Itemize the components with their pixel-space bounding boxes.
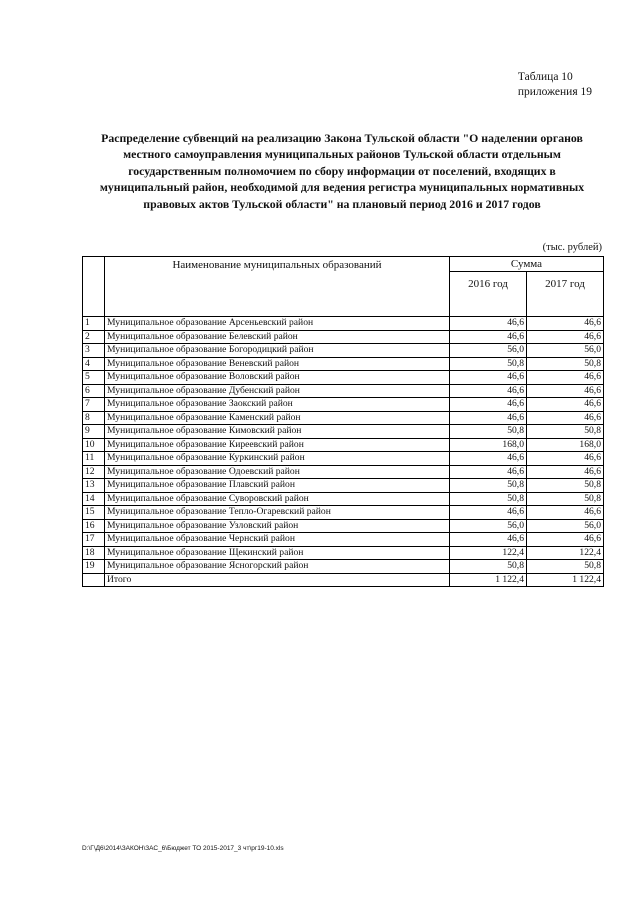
row-number: 15 [83,506,105,520]
table-row [83,411,604,425]
table-row [83,546,604,560]
row-value-2017: 46,6 [527,465,604,479]
row-value-2016: 46,6 [450,411,527,425]
row-name: Муниципальное образование Чернский район [105,533,450,547]
header-name: Наименование муниципальных образований [105,257,450,317]
row-value-2017: 46,6 [527,533,604,547]
row-value-2016: 56,0 [450,344,527,358]
units-label: (тыс. рублей) [542,242,602,253]
total-row [83,573,604,587]
row-number: 7 [83,398,105,412]
row-value-2016: 46,6 [450,533,527,547]
table-row [83,398,604,412]
table-row [83,533,604,547]
table-row [83,438,604,452]
row-value-2016: 46,6 [450,506,527,520]
table-row [83,344,604,358]
total-value-2016: 1 122,4 [450,573,527,587]
table-row [83,425,604,439]
row-number: 18 [83,546,105,560]
row-value-2016: 50,8 [450,357,527,371]
row-number: 8 [83,411,105,425]
table-reference [518,70,592,100]
row-name: Муниципальное образование Киреевский район [105,438,450,452]
total-label: Итого [105,573,450,587]
row-name: Муниципальное образование Ясногорский район [105,560,450,574]
row-value-2017: 50,8 [527,560,604,574]
header-sum: Сумма [450,257,604,272]
row-value-2017: 46,6 [527,384,604,398]
row-name: Муниципальное образование Каменский район [105,411,450,425]
row-value-2016: 50,8 [450,492,527,506]
row-number: 14 [83,492,105,506]
row-value-2017: 46,6 [527,330,604,344]
table-row [83,330,604,344]
row-number: 12 [83,465,105,479]
row-value-2017: 50,8 [527,479,604,493]
row-value-2016: 50,8 [450,560,527,574]
row-name: Муниципальное образование Тепло-Огаревский район [105,506,450,520]
file-path-footer: D:\Г\Д6\2014\ЗАКОН\ЗАС_6\Бюджет ТО 2015-2017_3 чт\рг19-10.xls [82,845,284,852]
row-number: 5 [83,371,105,385]
row-value-2017: 122,4 [527,546,604,560]
row-number: 4 [83,357,105,371]
header-number-cell [83,257,105,317]
row-name: Муниципальное образование Щекинский район [105,546,450,560]
row-number: 9 [83,425,105,439]
row-number: 6 [83,384,105,398]
row-value-2017: 46,6 [527,411,604,425]
row-name: Муниципальное образование Богородицкий район [105,344,450,358]
row-value-2017: 50,8 [527,357,604,371]
table-row [83,479,604,493]
row-value-2016: 56,0 [450,519,527,533]
table-row [83,384,604,398]
row-value-2016: 46,6 [450,452,527,466]
total-number [83,573,105,587]
table-row [83,560,604,574]
header-2016: 2016 год [450,272,527,317]
row-value-2016: 50,8 [450,479,527,493]
row-value-2017: 168,0 [527,438,604,452]
row-number: 3 [83,344,105,358]
row-value-2017: 46,6 [527,371,604,385]
row-value-2016: 46,6 [450,398,527,412]
row-name: Муниципальное образование Узловский район [105,519,450,533]
table-row [83,506,604,520]
row-value-2017: 46,6 [527,317,604,331]
row-number: 11 [83,452,105,466]
header-row-1 [83,257,604,272]
table-row [83,371,604,385]
row-value-2017: 46,6 [527,398,604,412]
row-name: Муниципальное образование Арсеньевский район [105,317,450,331]
table-row [83,452,604,466]
row-number: 19 [83,560,105,574]
table-body [83,317,604,587]
row-value-2016: 122,4 [450,546,527,560]
row-number: 10 [83,438,105,452]
reference-line-1: Таблица 10 [517,71,573,83]
row-value-2016: 46,6 [450,371,527,385]
row-name: Муниципальное образование Суворовский район [105,492,450,506]
table-row [83,357,604,371]
row-value-2016: 46,6 [450,330,527,344]
row-number: 2 [83,330,105,344]
row-name: Муниципальное образование Плавский район [105,479,450,493]
row-name: Муниципальное образование Веневский район [105,357,450,371]
table-row [83,317,604,331]
total-value-2017: 1 122,4 [527,573,604,587]
row-value-2017: 46,6 [527,452,604,466]
reference-line-2: приложения 19 [517,86,592,98]
row-value-2016: 50,8 [450,425,527,439]
row-number: 17 [83,533,105,547]
row-value-2016: 46,6 [450,317,527,331]
row-name: Муниципальное образование Белевский район [105,330,450,344]
row-value-2017: 50,8 [527,425,604,439]
row-value-2017: 56,0 [527,519,604,533]
row-value-2017: 56,0 [527,344,604,358]
row-value-2017: 50,8 [527,492,604,506]
row-value-2016: 46,6 [450,384,527,398]
table-row [83,465,604,479]
row-value-2017: 46,6 [527,506,604,520]
table-row [83,519,604,533]
header-2017: 2017 год [527,272,604,317]
row-value-2016: 46,6 [450,465,527,479]
row-number: 16 [83,519,105,533]
document-title: Распределение субвенций на реализацию Закона Тульской области "О наделении органов местного самоуправления муниципальных районов Тульской области отдельным государственным полномочием по сбору информации от поселений, входящих в муниципальный район, необходимой для ведения регистра муниципальных нормативных правовых актов Тульской области" на плановый период 2016 и 2017 годов [99,131,585,211]
row-number: 13 [83,479,105,493]
row-name: Муниципальное образование Одоевский район [105,465,450,479]
row-name: Муниципальное образование Кимовский район [105,425,450,439]
row-value-2016: 168,0 [450,438,527,452]
row-number: 1 [83,317,105,331]
table-row [83,492,604,506]
row-name: Муниципальное образование Куркинский район [105,452,450,466]
subsidy-table [82,256,604,587]
row-name: Муниципальное образование Воловский район [105,371,450,385]
row-name: Муниципальное образование Заокский район [105,398,450,412]
row-name: Муниципальное образование Дубенский район [105,384,450,398]
